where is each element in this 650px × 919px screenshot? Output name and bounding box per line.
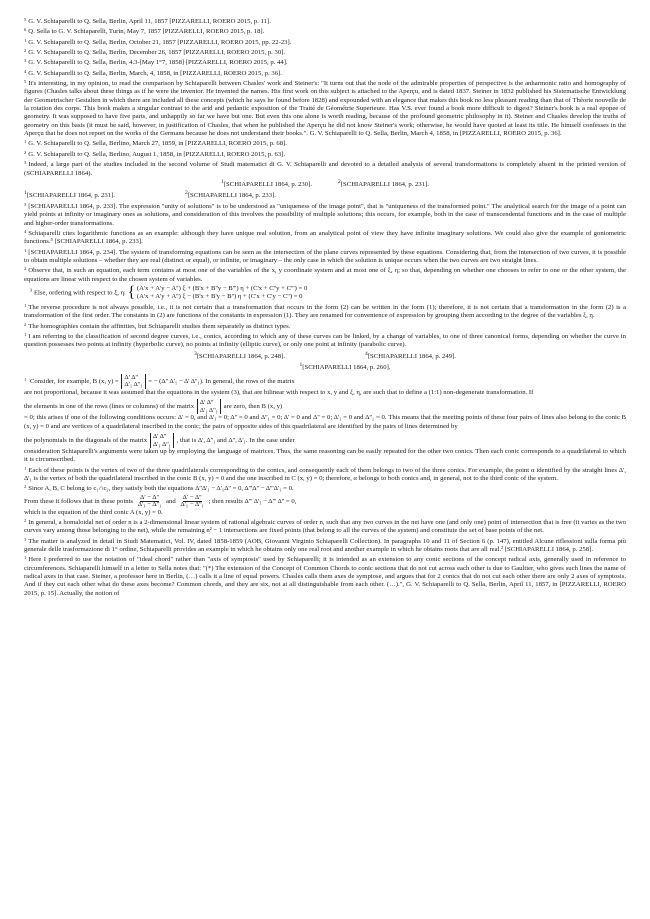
body-paragraph: consideration Schiaparelli's arguments were taken up by employing the language of matrices. Thus, the same reasoning can be easily repeated for the other two conics. Then each conic corresponds to a quadrilateral to which it is circumscribed. (24, 448, 626, 464)
citation: $^1$[SCHIAPARELLI 1864, p. 230]. (221, 178, 312, 189)
footnote-number: 4 (24, 229, 27, 235)
footnote (24, 321, 626, 331)
footnote-text: The matter is analyzed in detail in Studi Matematici, Vol. IV, dated 1858-1859 (AOB, Giovanni Virginio Schiaparelli Collection). In paragraphs 10 and 11 of Section 6 (p. 147), entitled Alcune riflessioni sulla forma più generale delle trasformazione di 1° ordine, Schiaparelli provides an example in which he obtains only one real root and another example in which he obtains roots that are all real.² [SCHIAPARELLI 1864, p. 258]. (24, 537, 626, 554)
footnote-group-a (24, 16, 626, 178)
citation-pair (24, 361, 626, 373)
footnote-text: G. V. Schiaparelli to Q. Sella, Berlin, March, 4, 1858, in [PIZZARELLI, ROERO 2015, p. 36]. (28, 69, 282, 77)
footnote-number: 4 (24, 68, 27, 74)
matrix-line: the polynomials in the diagonals of the matrix Δ' Δ'' Δ'₁ Δ''₁ , that is Δ', Δ''₁ and Δ'', Δ'₁. In the case under (24, 433, 295, 448)
footnote (24, 149, 626, 159)
footnote-number: 3 (24, 202, 27, 207)
footnote-number: 5 (24, 17, 27, 22)
footnote-text: Each of these points is the vertex of two of the three quadrilaterals corresponding to the conics, and consequently each of them belongs to two of the three conics. For example, the point α identified by the straight lines Δ', Δ'₁ is the vertex of both the quadrilateral inscribed in the conic B (x, y) = 0 and the one inscribed in C (x, y) = 0; therefore, α belongs to both conics and, in general, not to the third conic of the system. (24, 466, 626, 483)
citation: $^4$[SCHIAPARELLI 1864, p. 249]. (365, 350, 456, 361)
citation: $^2$[SCHIAPARELLI 1864, p. 231]. (338, 178, 429, 189)
footnote-number: 1 (24, 37, 27, 43)
footnote (24, 536, 626, 555)
citation: $^3$[SCHIAPARELLI 1864, p. 248]. (194, 350, 285, 361)
footnote (24, 78, 626, 138)
footnote-text: G. V. Schiaparelli to Q. Sella, Berlino, March 27, 1859, in [PIZZARELLI, ROERO 2015, p. 68]. (28, 140, 287, 148)
footnote-text: Q. Sella to G. V. Schiaparelli, Turin, May 7, 1857 [PIZZARELLI, ROERO 2015, p. 18]. (28, 28, 265, 36)
footnote-text: The reverse procedure is not always possible, i.e., it is not certain that a transformation that occurs in the form (2) can be written in the form (1); therefore, it is not certain that a transformation in the form (2) is a transformation of the first order. The constants in (2) are functions of the constants in expression (1). They are renamed for convenience of expression by grouping them according to the degree of the variables ξ, η. (24, 304, 626, 320)
citation: $^2$[SCHIAPARELLI 1864, p. 233]. (184, 190, 276, 200)
footnote (24, 228, 626, 247)
footnote-number: 3 (24, 58, 27, 64)
citation-pair (24, 189, 626, 201)
footnote-text: G. V. Schiaparelli to Q. Sella, Berlin, 4.3-[May 1°7, 1858] [PIZZARELLI, ROERO 2015, p. 44]. (28, 59, 288, 67)
brace-glyph: { (127, 284, 136, 302)
footnote-number: 2 (24, 484, 27, 490)
fraction-line: From these it follows that in these points $\frac{\Delta' - \Delta''}{\text{Δ'₁ − Δ''₁}}$ and $\frac{\Delta' - \Delta''}{\text{Δ'₁ − Δ''₁}}$ ; then results Δ''' Δ'₁ − Δ''' Δ'' = 0, (24, 493, 297, 509)
citation-pair (24, 178, 626, 190)
footnote-text: Schiaparelli cites logarithmic functions as an example: although they have unique real solution, from an analytical point of view they have infinite imaginary solutions. We could also give the example of goniometric functions.⁵ [SCHIAPARELLI 1864, p. 233]. (24, 230, 626, 246)
footnote-number: 1 (24, 536, 27, 542)
footnote-group-c (24, 302, 626, 350)
fraction: $\frac{\Delta' - \Delta''}{\text{Δ'₁ − Δ''₁}}$ (137, 493, 162, 509)
footnote (24, 57, 626, 67)
footnote (24, 16, 626, 26)
footnote-number: 1 (24, 555, 27, 561)
equation-row: (A'x + A'y + A'') ξ − (B'x + B'y − B'') η + (C'x + C'y − C'') = 0 (136, 293, 303, 301)
footnote-text: In general, a homaloidal net of order n is a 2-dimensional linear system of rational algebraic curves of order n, such that any two curves in the net have one (and only one) point of intersection that is free (it varies as the two curves vary among those belonging to the net), while the remaining n² − 1 intersections are fixed points (that belong to all the curves of the system) and constitute the set of base points of the net. (24, 519, 626, 535)
footnote-number: 2 (24, 518, 27, 524)
footnote-text: G. V. Schiaparelli to Q. Sella, Berlin, December 26, 1857 [PIZZARELLI, ROERO 2015, p. 30]. (28, 49, 286, 57)
footnote-number: 2 (24, 48, 27, 54)
footnote-text: Here I preferred to use the notation of "ideal chord" rather than "axis of symptosis" used by Schiaparelli; it is intended as an extension to any conic sections of the concept radical axis, generally used in reference to circumferences. Schiaparelli himself in a letter to Sella notes that: "(*) The extension of the Concept of Common Chords to conic sections that do not cut across each other is due to Gaultier, who gives such lines the name of radical axes in that case. Steiner, a professor here in Berlin, (…) calls it a line of equal powers. Chasles calls them axes de symptose, and argues that for 2 conics that do not cut each other there are only 2 axes of symptosis. And if they cut each other what do these axes become? Common chords, and they are six, not at all distinguishable from each other. (…).", G. V. Schiaparelli to Q. Sella, Berlin, April 11, 1857, in [PIZZARELLI, ROERO 2015, p. 15]. Actually, the notion of (24, 556, 626, 597)
footnote-group-b (24, 201, 626, 284)
footnote-text: G. V. Schiaparelli to Q. Sella, Berlin, October 21, 1857 [PIZZARELLI, ROERO 2015, pp. 22-23]. (28, 38, 292, 46)
footnote (24, 465, 626, 484)
footnote (24, 201, 626, 228)
body-paragraph: are not proportional, because it was assumed that the equations in the system (3), that are bilinear with respect to x, y and ξ, η, are such that to define a (1:1) non-degenerate transformation. If (24, 388, 534, 396)
footnote-number: 1 (24, 332, 27, 338)
footnote-number: 1 (24, 139, 27, 145)
footnote (24, 68, 626, 78)
equation-intro: Else, ordering with respect to ξ, η: (33, 289, 126, 297)
body-paragraph: which is the equation of the third conic A (x, y) = 0. (24, 508, 163, 516)
footnote-text: I am referring to the classification of second degree curves, i.e., conics, according to which any of these curves can be linked, by a change of variables, to one of three canonical forms, depending on whether the curve in question possesses two points at infinity (hyperbolic curve), no points at infinity (elliptic curve), or only one point at infinity (parabolic curve). (24, 333, 626, 349)
equation-system: $^3$ Else, ordering with respect to ξ, η: { (A'x + A'y − A'') ξ + (B'x + B''y − B''') η + (C'x + C''y + C''') = 0 (A'x + A'y + A'') ξ − (B'x + B'y − B'') η + (C'x + C'y − C'') = 0 (30, 284, 308, 302)
footnote (24, 26, 626, 36)
footnote (24, 265, 626, 284)
footnote (24, 331, 626, 350)
footnote-text: G. V. Schiaparelli to Q. Sella, Berlino, August 1, 1858, in [PIZZARELLI, ROERO 2015, p. 63]. (28, 150, 286, 158)
footnote-text: [SCHIAPARELLI 1864, p. 233]. The expression "unity of solutions" is to be understood as "uniqueness of the image point", that is "uniqueness of the transformed point." The analytical search for the image of a point can yield points at infinity or imaginary ones as solutions, and consideration of this involves the possibility of multiple solutions; this occurs, for example, both in the case of transcendental functions and in the case of multiple and higher-order transformations. (24, 203, 626, 227)
footnote-number: 1 (24, 465, 27, 471)
footnote-number: 2 (24, 149, 27, 155)
footnote-text: The homographies contain the affinities, but Schiaparelli studies them separately as distinct types. (28, 322, 291, 330)
citation: $^1$[SCHIAPARELLI 1864, p. 231]. (24, 190, 115, 200)
footnote-group-e (24, 517, 626, 598)
footnote-text: It's interesting, in my opinion, to read the comparison by Schiaparelli between Chasles' work and Steiner's: "It turns out that the node of the admirable properties of perspective is the anharmonic ratio and homography of figures (Chasles talks about these things as if he were the inventor. He invented the names. His first work on this subject is attached to the Aperçu, and is dated 1837. Steiner in 1832 published his Sistematische Entwicklung der Geometrischer Gestalten in which there are included all these concepts (which he says he found before 1828) and expounded with an elegance that makes this book no less pleasant reading than that of Théorie nouvelle de la rotation des corps. This book makes a singular contrast to the arid and pedantic exposition of the Traité de Géométrie Superieure. Has V.S. ever found a book more difficult to digest? Steiner's book is a real epopee of geometry. It was supposed to have five parts, and unhappily so far we have but one. But even this one alone is worth reading, because of the profound geometric philosophy in it). Steiner and Chasles develop the truths of geometry on this basis (it must be said, however, in justification of Chasles, that when he published the Aperçu he did not know Steiner's work; otherwise, he would have quoted at least its title. He himself confesses in the Aperçu that he does not report on the works of the Germans because he does not understand their books.". G. V. Schiaparelli to Q. Sella, Berlin, March 4, 1858, in [PIZZARELLI, ROERO 2015, p. 36]. (24, 80, 626, 138)
footnote (24, 517, 626, 536)
footnote-number: 6 (24, 27, 27, 33)
footnote (24, 37, 626, 47)
footnote (24, 554, 626, 598)
fraction: $\frac{\Delta' - \Delta''}{\text{Δ'₁ − Δ''₁}}$ (180, 493, 204, 509)
footnote-group-d (24, 465, 626, 494)
footnote (24, 138, 626, 148)
footnote-number: 1 (24, 247, 27, 253)
footnote-number: 5 (24, 79, 27, 85)
footnote-number: 3 (24, 160, 27, 166)
footnote-text: Indeed, a large part of the studies included in the second volume of Studi matematici di G. V. Schiaparelli and devoted to a detailed analysis of several transformations is completely absent in the printed version of (SCHIAPARELLI 1864). (24, 161, 626, 177)
footnote (24, 47, 626, 57)
matrix: Δ' Δ'' Δ'₁ Δ''₁ (197, 399, 221, 414)
body-paragraph: = 0; this arises if one of the following conditions occurs: Δ' = 0, and Δ'₁ = 0; Δ'' = 0 and Δ''₁ = 0; Δ' = 0 and Δ'' = 0; Δ'₁ = 0 and Δ''₁ = 0. This means that the meeting points of these four pairs of lines also belong to the conic B (x, y) = 0 and are vertices of a quadrilateral inscribed in the conic; the pairs of opposite sides of this quadrilateral are identified by the pairs of lines determined by (24, 414, 626, 430)
footnote-text: Observe that, in such an equation, each term contains at most one of the variables of the x, y coordinate system and at most one of ξ, η; so that, depending on whether one chooses to refer to one or the other system, the equations are linear with respect to the chosen system of variables. (24, 267, 626, 283)
matrix-line: the elements in one of the rows (lines or columns) of the matrix Δ' Δ'' Δ'₁ Δ''₁ are zero, then B (x, y) (24, 399, 283, 414)
footnote-number: 1 (24, 303, 27, 309)
footnote-text: [SCHIAPARELLI 1864, p. 234]. The system of transforming equations can be seen as the intersection of the plane curves represented by these equations. Considering that, from the intersection of two curves, it is possible to obtain multiple solutions – whether they are real (distinct or equal), or infinite, or imaginary – the only case in which the solution is unique occurs when the two curves are two straight lines. (24, 248, 626, 265)
footnote (24, 302, 626, 321)
citation: $^1$[SCHIAPARELLI 1864, p. 260]. (299, 362, 391, 372)
footnote (24, 247, 626, 266)
footnote-text: G. V. Schiaparelli to Q. Sella, Berlin, April 11, 1857 [PIZZARELLI, ROERO 2015, p. 11]. (28, 18, 271, 25)
matrix-line: $^1$ Consider, for example, B (x, y) = Δ' Δ'' Δ'₁ Δ''₁ = − (Δ'' Δ'₁ − Δ' Δ''₁). In general, the rows of the matrix (24, 373, 295, 389)
footnote-number: 2 (24, 266, 27, 272)
footnote-number: 2 (24, 321, 27, 327)
matrix: Δ' Δ'' Δ'₁ Δ''₁ (150, 433, 174, 448)
footnote (24, 483, 626, 493)
footnote-text: Since A, B, C belong to c₁∩c₂, they satisfy both the equations Δ''Δ'₁ − Δ'₁Δ'' = 0, Δ'''Δ'' − Δ'''Δ'₁ = 0. (28, 485, 294, 493)
citation-pair (24, 350, 626, 362)
equation-row: (A'x + A'y − A'') ξ + (B'x + B''y − B''') η + (C'x + C''y + C''') = 0 (136, 285, 308, 293)
footnote (24, 159, 626, 178)
matrix: Δ' Δ'' Δ'₁ Δ''₁ (121, 374, 145, 389)
